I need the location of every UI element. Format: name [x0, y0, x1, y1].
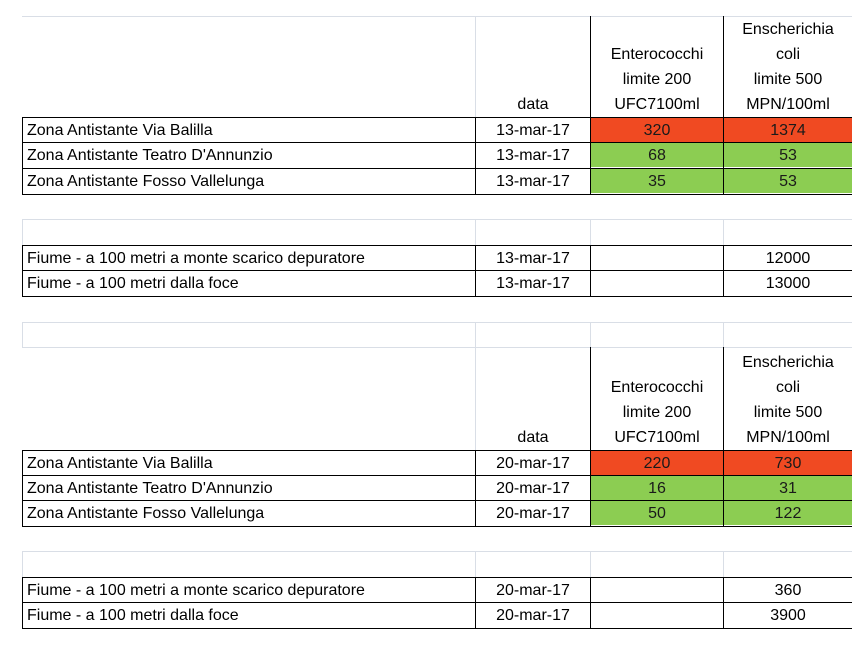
enterococchi-value-cell[interactable]: [591, 578, 723, 602]
date-cell[interactable]: 20-mar-17: [496, 505, 570, 522]
escherichia-value-cell[interactable]: 53: [724, 169, 852, 193]
river-label-cell[interactable]: Fiume - a 100 metri a monte scarico depuratore: [27, 582, 365, 599]
escherichia-value-cell[interactable]: 12000: [765, 250, 811, 267]
border-line: [22, 577, 23, 629]
grid-line: [22, 322, 852, 323]
border-line: [22, 296, 852, 297]
border-line: [22, 475, 852, 476]
header-enterococchi-line: UFC7100ml: [614, 96, 700, 113]
border-line: [22, 142, 852, 143]
header-data: data: [517, 429, 549, 446]
header-escherichia-line: limite 500: [753, 404, 823, 421]
border-line: [22, 245, 23, 297]
date-cell[interactable]: 20-mar-17: [496, 607, 570, 624]
river-label-cell[interactable]: Fiume - a 100 metri dalla foce: [27, 607, 239, 624]
border-line: [22, 450, 23, 527]
date-cell[interactable]: 20-mar-17: [496, 582, 570, 599]
grid-line: [22, 347, 852, 348]
border-line: [590, 450, 591, 527]
border-line: [590, 16, 591, 117]
border-line: [22, 117, 852, 118]
date-cell[interactable]: 13-mar-17: [496, 122, 570, 139]
date-cell[interactable]: 13-mar-17: [496, 147, 570, 164]
border-line: [723, 245, 724, 297]
escherichia-value-cell[interactable]: 1374: [724, 118, 852, 142]
escherichia-value-cell[interactable]: 3900: [770, 607, 806, 624]
escherichia-value-cell[interactable]: 31: [724, 476, 852, 500]
site-label-cell[interactable]: Zona Antistante Fosso Vallelunga: [27, 173, 265, 190]
enterococchi-value-cell[interactable]: 50: [591, 501, 723, 525]
site-label-cell[interactable]: Zona Antistante Teatro D'Annunzio: [27, 147, 273, 164]
enterococchi-value-cell[interactable]: [591, 603, 723, 627]
header-escherichia-line: coli: [775, 46, 800, 63]
border-line: [723, 577, 724, 629]
grid-line: [475, 219, 476, 245]
site-label-cell[interactable]: Zona Antistante Via Balilla: [27, 122, 213, 139]
border-line: [22, 602, 852, 603]
border-line: [723, 117, 724, 195]
border-line: [22, 526, 852, 527]
enterococchi-value-cell[interactable]: 16: [591, 476, 723, 500]
escherichia-value-cell[interactable]: 730: [724, 451, 852, 475]
grid-line: [22, 219, 23, 245]
site-label-cell[interactable]: Zona Antistante Teatro D'Annunzio: [27, 480, 273, 497]
grid-line: [22, 551, 852, 552]
border-line: [723, 347, 724, 450]
header-enterococchi-line: Enterococchi: [610, 46, 704, 63]
grid-line: [590, 551, 591, 577]
escherichia-value-cell[interactable]: 360: [774, 582, 802, 599]
river-label-cell[interactable]: Fiume - a 100 metri a monte scarico depuratore: [27, 250, 365, 267]
border-line: [590, 245, 591, 297]
date-cell[interactable]: 20-mar-17: [496, 455, 570, 472]
border-line: [723, 450, 724, 527]
river-label-cell[interactable]: Fiume - a 100 metri dalla foce: [27, 275, 239, 292]
escherichia-value-cell[interactable]: 13000: [765, 275, 811, 292]
border-line: [22, 168, 852, 169]
site-label-cell[interactable]: Zona Antistante Fosso Vallelunga: [27, 505, 265, 522]
date-cell[interactable]: 13-mar-17: [496, 173, 570, 190]
grid-line: [590, 219, 591, 245]
enterococchi-value-cell[interactable]: 68: [591, 143, 723, 167]
header-enterococchi-line: UFC7100ml: [614, 429, 700, 446]
enterococchi-value-cell[interactable]: 320: [591, 118, 723, 142]
border-line: [475, 117, 476, 195]
date-cell[interactable]: 13-mar-17: [496, 250, 570, 267]
grid-line: [723, 219, 724, 245]
border-line: [22, 194, 852, 195]
escherichia-value-cell[interactable]: 122: [724, 501, 852, 525]
header-escherichia-line: Enscherichia: [742, 21, 834, 38]
header-escherichia-line: Enscherichia: [742, 354, 834, 371]
border-line: [22, 577, 852, 578]
enterococchi-value-cell[interactable]: 220: [591, 451, 723, 475]
border-line: [22, 450, 852, 451]
date-cell[interactable]: 13-mar-17: [496, 275, 570, 292]
grid-line: [723, 322, 724, 347]
header-data: data: [517, 96, 549, 113]
date-cell[interactable]: 20-mar-17: [496, 480, 570, 497]
border-line: [475, 450, 476, 527]
grid-line: [22, 322, 23, 347]
border-line: [475, 245, 476, 297]
header-escherichia-line: limite 500: [753, 71, 823, 88]
grid-line: [475, 322, 476, 347]
border-line: [22, 500, 852, 501]
header-escherichia-line: MPN/100ml: [746, 96, 830, 113]
border-line: [590, 347, 591, 450]
border-line: [475, 577, 476, 629]
enterococchi-value-cell[interactable]: [591, 246, 723, 270]
grid-line: [723, 551, 724, 577]
border-line: [22, 117, 23, 195]
header-enterococchi-line: limite 200: [622, 71, 692, 88]
border-line: [22, 270, 852, 271]
header-escherichia-line: coli: [775, 379, 800, 396]
border-line: [590, 117, 591, 195]
escherichia-value-cell[interactable]: 53: [724, 143, 852, 167]
border-line: [22, 245, 852, 246]
header-enterococchi-line: Enterococchi: [610, 379, 704, 396]
grid-line: [22, 551, 23, 577]
grid-line: [475, 551, 476, 577]
enterococchi-value-cell[interactable]: [591, 271, 723, 295]
site-label-cell[interactable]: Zona Antistante Via Balilla: [27, 455, 213, 472]
header-enterococchi-line: limite 200: [622, 404, 692, 421]
grid-line: [590, 322, 591, 347]
border-line: [723, 16, 724, 117]
border-line: [22, 628, 852, 629]
border-line: [590, 577, 591, 629]
enterococchi-value-cell[interactable]: 35: [591, 169, 723, 193]
grid-line: [22, 219, 852, 220]
header-escherichia-line: MPN/100ml: [746, 429, 830, 446]
